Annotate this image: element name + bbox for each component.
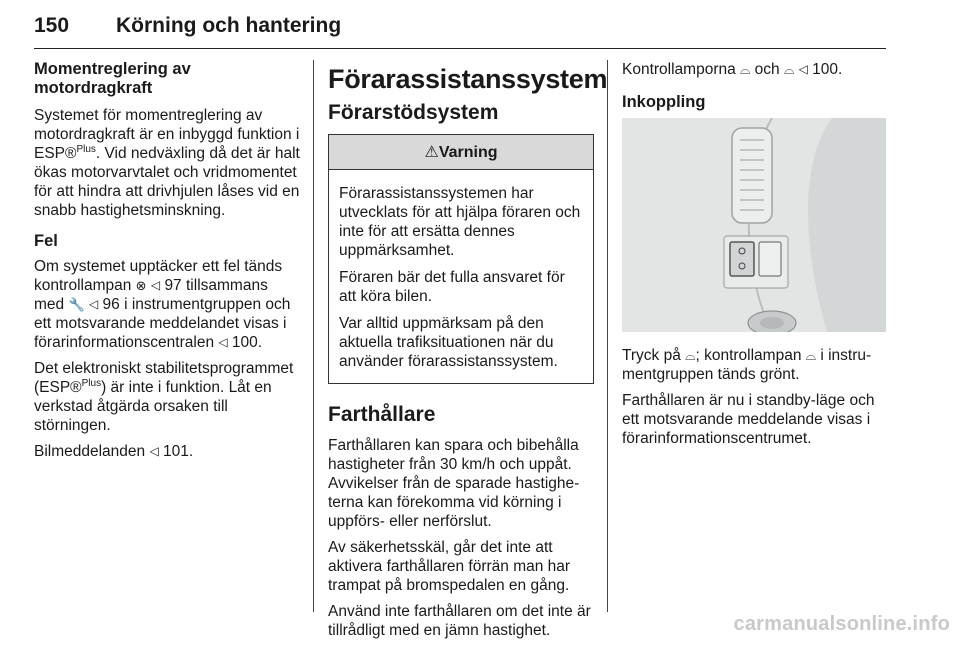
page-ref-link[interactable]: 101. (163, 443, 194, 460)
page-number: 150 (34, 14, 70, 37)
section-title-inkoppling: Inkoppling (622, 93, 706, 111)
warning-icon: ⚠ (424, 144, 439, 161)
column-1 (34, 60, 300, 468)
page-ref-link[interactable]: 100. (231, 334, 263, 351)
page-header (34, 8, 886, 49)
traction-paragraph: Systemet för momentreglering av motordragkraft är en inbyggd funktion i ESP®$^{Plus}$. Vid nedväxling då det är halt ökas motorvarvtalet och vridmomentet för att hindra att drivhjulen låses vid en snabb hastighetsminskning. (34, 107, 300, 219)
cruise-lamp-icon: ⌓ (740, 62, 751, 77)
inkoppling-paragraph-2: Farthållaren är nu i standby-läge och ett motsvarande meddelande visas i förarinformationscentrumet. (622, 392, 875, 447)
warning-paragraph-3: Var alltid uppmärksam på den aktuella trafiksituationen när du använder förarassistanssystem. (339, 315, 558, 370)
cruise-paragraph-2: Av säkerhetsskäl, går det inte att aktivera farthållaren förrän man har trampat på bromspedalen en gång. (328, 539, 571, 594)
column-divider-2 (607, 60, 608, 612)
subsection-heading: Förarstödsystem (328, 101, 499, 124)
dashboard-panel (622, 118, 832, 332)
warning-paragraph-2: Föraren bär det fulla ansvaret för att köra bilen. (339, 269, 565, 305)
cruise-control-button (730, 242, 754, 276)
cruise-paragraph-1: Farthållaren kan spara och bibehålla hastigheter från 30 km/h och uppåt. Avvikelser från de sparade hastigheterna kan förekomma vid körning i uppförs- eller nerförslut. (328, 437, 580, 530)
page-ref-link[interactable]: 97 (164, 277, 182, 294)
page-ref-icon: ◁ (798, 62, 808, 76)
page-ref-icon: ◁ (88, 297, 99, 311)
watermark: carmanualsonline.info (733, 613, 950, 635)
warning-box (328, 134, 594, 384)
inkoppling-paragraph-1: Tryck på ⌓; kontrollampan ⌓ i instrumentgruppen tänds grönt. (622, 347, 872, 383)
column-divider-1 (313, 60, 314, 612)
air-vent (732, 128, 772, 223)
lamps-paragraph: Kontrollamporna ⌓ och ⌓ ◁ 100. (622, 61, 843, 78)
warning-paragraph-1: Förarassistanssystemen har utvecklats för att hjälpa föraren och inte för att ersätta dennes uppmärksamhet. (339, 185, 581, 259)
socket-inner (760, 317, 784, 329)
cruise-icon: ⌓ (685, 348, 696, 363)
page-ref-link[interactable]: 100. (812, 61, 843, 78)
wrench-lamp-icon: 🔧 (68, 297, 85, 312)
cruise-lamp-icon: ⌓ (805, 348, 817, 363)
section-title-traction: Momentreglering av motordragkraft (34, 60, 191, 97)
page-ref-link[interactable]: 96 (102, 296, 120, 313)
section-title-cruise: Farthållare (328, 403, 436, 426)
esp-lamp-icon: ⊗ (135, 278, 147, 293)
page-ref-icon: ◁ (149, 444, 159, 458)
cruise-switch-figure (622, 118, 886, 332)
column-3 (622, 60, 888, 455)
page-ref-icon: ◁ (218, 335, 228, 349)
dashboard-illustration (622, 118, 886, 332)
page-ref-icon: ◁ (150, 278, 161, 292)
warning-body (329, 170, 593, 383)
chapter-heading: Förarassistanssystem (328, 64, 608, 94)
cruise-paragraph-3: Använd inte farthållaren om det inte är tillrådligt med en jämn hastighet. (328, 603, 591, 639)
cruise-icon: ⌓ (783, 62, 795, 77)
warning-header (329, 135, 593, 170)
fel-paragraph-3: Bilmeddelanden ◁ 101. (34, 443, 194, 460)
section-title-fel: Fel (34, 232, 58, 250)
fel-paragraph-2: Det elektroniskt stabilitetsprogrammet (ESP®$^{Plus}$) är inte i funktion. Låt en verkstad åtgärda orsaken till störningen. (34, 360, 294, 434)
fel-paragraph-1: Om systemet upptäcker ett fel tänds kontrollampan ⊗ ◁ 97 tillsammans med 🔧 ◁ 96 i instrumentgruppen och ett motsvarande meddelandet visas i förarinformationscentralen ◁ 100. (34, 258, 291, 351)
blank-switch (759, 242, 781, 276)
warning-label: Varning (438, 144, 498, 161)
chapter-title: Körning och hantering (116, 14, 342, 37)
column-2 (328, 60, 608, 647)
